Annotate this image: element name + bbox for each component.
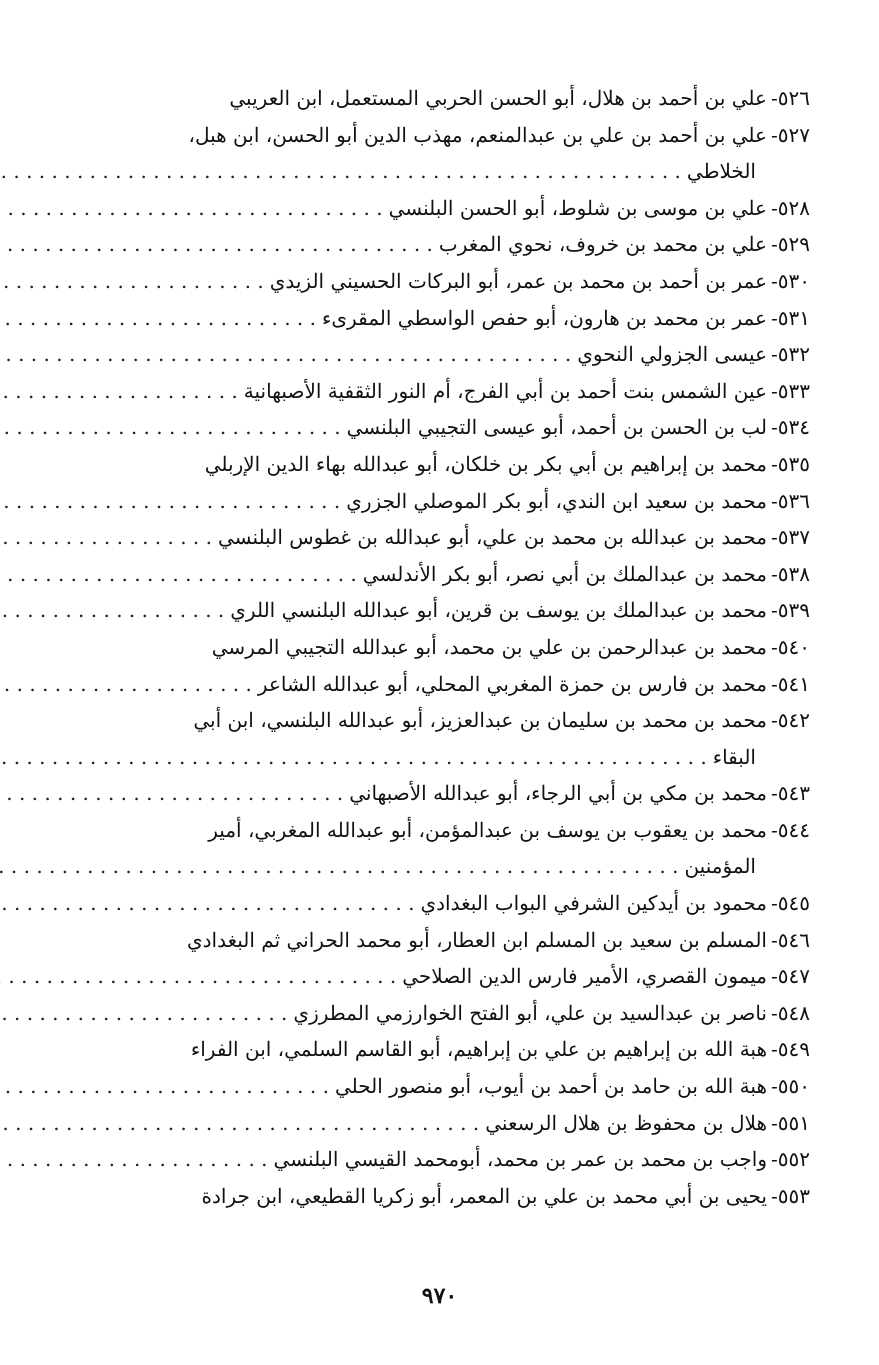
entry-number: ٥٥٠-	[771, 1074, 810, 1099]
entry-title-continuation: المؤمنين	[684, 854, 756, 879]
index-entry	[40, 592, 810, 629]
index-entry-line	[40, 812, 810, 849]
entry-number: ٥٢٨-	[771, 195, 810, 220]
index-entry	[40, 922, 810, 959]
index-entry-line	[40, 702, 810, 739]
entry-number: ٥٣٧-	[771, 525, 810, 550]
index-entry	[40, 336, 810, 373]
entry-number: ٥٣٣-	[771, 378, 810, 403]
dot-leader	[0, 848, 678, 885]
index-entry	[40, 80, 810, 117]
index-entry	[40, 666, 810, 703]
entry-title-continuation: البقاء	[712, 744, 756, 769]
index-entry	[40, 190, 810, 227]
entry-title: محمد بن عبدالملك بن يوسف بن قرين، أبو عبدالله البلنسي اللري	[230, 598, 767, 623]
dot-leader	[0, 336, 571, 373]
entry-number: ٥٣١-	[771, 305, 810, 330]
index-entry-line	[40, 300, 810, 337]
index-entry-line	[40, 80, 810, 117]
index-entry	[40, 1178, 810, 1215]
index-entry-line	[40, 1068, 810, 1105]
index-entry-line	[40, 336, 810, 373]
index-entry	[40, 263, 810, 300]
index-entry-continuation	[40, 153, 810, 190]
index-entry-line	[40, 775, 810, 812]
index-entry	[40, 446, 810, 483]
index-entry-line	[40, 629, 810, 666]
index-entry	[40, 483, 810, 520]
entry-title: عيسى الجزولي النحوي	[577, 342, 767, 367]
index-entry-line	[40, 409, 810, 446]
entry-title: محمد بن عبدالملك بن أبي نصر، أبو بكر الأندلسي	[362, 561, 767, 586]
index-entry	[40, 300, 810, 337]
index-entry-continuation	[40, 848, 810, 885]
dot-leader	[0, 739, 707, 776]
index-entry	[40, 226, 810, 263]
entry-title: محمد بن يعقوب بن يوسف بن عبدالمؤمن، أبو عبدالله المغربي، أمير	[208, 817, 767, 842]
dot-leader	[0, 995, 287, 1032]
index-entry-line	[40, 1178, 810, 1215]
entry-number: ٥٤٦-	[771, 927, 810, 952]
entry-number: ٥٤٤-	[771, 817, 810, 842]
index-entry-continuation	[40, 739, 810, 776]
dot-leader	[0, 263, 264, 300]
entry-title: هبة الله بن حامد بن أحمد بن أيوب، أبو منصور الحلي	[334, 1074, 767, 1099]
entry-title: محمد بن مكي بن أبي الرجاء، أبو عبدالله الأصبهاني	[349, 781, 767, 806]
entry-number: ٥٤٠-	[771, 634, 810, 659]
entry-title: علي بن محمد بن خروف، نحوي المغرب	[438, 232, 767, 257]
entry-title: محمد بن محمد بن سليمان بن عبدالعزيز، أبو عبدالله البلنسي، ابن أبي	[193, 708, 767, 733]
entry-number: ٥٢٧-	[771, 122, 810, 147]
entry-title: محمد بن فارس بن حمزة المغربي المحلي، أبو عبدالله الشاعر	[257, 671, 767, 696]
index-entry-line	[40, 592, 810, 629]
index-entry	[40, 1105, 810, 1142]
index-entry	[40, 958, 810, 995]
entry-title: ناصر بن عبدالسيد بن علي، أبو الفتح الخوارزمي المطرزي	[293, 1000, 767, 1025]
dot-leader	[0, 153, 681, 190]
entry-number: ٥٢٦-	[771, 86, 810, 110]
entry-number: ٥٣٦-	[771, 488, 810, 513]
index-entry-line	[40, 1141, 810, 1178]
entry-number: ٥٤٢-	[771, 708, 810, 733]
entry-number: ٥٣٩-	[771, 598, 810, 623]
dot-leader	[0, 300, 316, 337]
index-entry	[40, 519, 810, 556]
dot-leader	[0, 1105, 479, 1142]
entry-title: ميمون القصري، الأمير فارس الدين الصلاحي	[402, 964, 767, 989]
index-entries-list	[40, 80, 810, 1214]
index-entry-line	[40, 958, 810, 995]
index-entry	[40, 812, 810, 885]
index-entry	[40, 995, 810, 1032]
entry-title: عين الشمس بنت أحمد بن أبي الفرج، أم النور الثقفية الأصبهانية	[243, 378, 767, 403]
index-entry	[40, 1141, 810, 1178]
entry-number: ٥٤٧-	[771, 964, 810, 989]
index-entry	[40, 117, 810, 190]
index-entry-line	[40, 446, 810, 483]
dot-leader	[0, 483, 340, 520]
entry-number: ٥٤١-	[771, 671, 810, 696]
index-entry-line	[40, 519, 810, 556]
index-entry	[40, 1068, 810, 1105]
entry-title: محمود بن أيدكين الشرفي البواب البغدادي	[420, 891, 767, 916]
entry-title: محمد بن سعيد ابن الندي، أبو بكر الموصلي الجزري	[346, 488, 767, 513]
entry-number: ٥٢٩-	[771, 232, 810, 257]
entry-number: ٥٣٨-	[771, 561, 810, 586]
index-entry	[40, 1031, 810, 1068]
index-entry-line	[40, 483, 810, 520]
index-entry-line	[40, 885, 810, 922]
entry-number: ٥٣٤-	[771, 415, 810, 440]
entry-title: محمد بن إبراهيم بن أبي بكر بن خلكان، أبو عبدالله بهاء الدين الإربلي	[204, 451, 767, 476]
index-entry-line	[40, 117, 810, 154]
index-entry	[40, 885, 810, 922]
index-entry	[40, 556, 810, 593]
index-entry-line	[40, 190, 810, 227]
dot-leader	[0, 373, 238, 410]
index-entry-line	[40, 263, 810, 300]
index-entry-line	[40, 995, 810, 1032]
entry-title: عمر بن محمد بن هارون، أبو حفص الواسطي المقرىء	[322, 305, 767, 330]
dot-leader	[0, 958, 396, 995]
entry-number: ٥٣٢-	[771, 342, 810, 367]
entry-title: علي بن أحمد بن هلال، أبو الحسن الحربي المستعمل، ابن العريبي	[229, 86, 767, 110]
entry-number: ٥٣٥-	[771, 451, 810, 476]
entry-title: هلال بن محفوظ بن هلال الرسعني	[485, 1110, 767, 1135]
dot-leader	[0, 666, 252, 703]
dot-leader	[0, 1068, 329, 1105]
index-entry	[40, 775, 810, 812]
dot-leader	[0, 1141, 268, 1178]
dot-leader	[0, 409, 341, 446]
index-entry-line	[40, 226, 810, 263]
entry-title: علي بن أحمد بن علي بن عبدالمنعم، مهذب الدين أبو الحسن، ابن هبل،	[188, 122, 767, 147]
index-entry-line	[40, 666, 810, 703]
entry-title: هبة الله بن إبراهيم بن علي بن إبراهيم، أبو القاسم السلمي، ابن الفراء	[190, 1037, 767, 1062]
page-number: ٩٧٠	[421, 1283, 458, 1309]
entry-title: واجب بن محمد بن عمر بن محمد، أبومحمد القيسي البلنسي	[273, 1147, 767, 1172]
dot-leader	[0, 519, 212, 556]
entry-title-continuation: الخلاطي	[686, 159, 756, 184]
entry-number: ٥٤٩-	[771, 1037, 810, 1062]
entry-number: ٥٥١-	[771, 1110, 810, 1135]
dot-leader	[0, 775, 343, 812]
index-entry-line	[40, 556, 810, 593]
entry-number: ٥٣٠-	[771, 268, 810, 293]
index-entry	[40, 409, 810, 446]
dot-leader	[0, 885, 414, 922]
index-entry	[40, 629, 810, 666]
entry-title: محمد بن عبدالرحمن بن علي بن محمد، أبو عبدالله التجيبي المرسي	[211, 634, 767, 659]
index-entry	[40, 373, 810, 410]
entry-number: ٥٤٨-	[771, 1000, 810, 1025]
index-entry-line	[40, 922, 810, 959]
dot-leader	[0, 226, 433, 263]
entry-title: عمر بن أحمد بن محمد بن عمر، أبو البركات الحسيني الزيدي	[269, 268, 767, 293]
index-entry-line	[40, 373, 810, 410]
entry-title: يحيى بن أبي محمد بن علي بن المعمر، أبو زكريا القطيعي، ابن جرادة	[201, 1183, 767, 1208]
entry-number: ٥٤٥-	[771, 891, 810, 916]
entry-title: المسلم بن سعيد بن المسلم ابن العطار، أبو محمد الحراني ثم البغدادي	[186, 927, 767, 952]
dot-leader	[0, 592, 224, 629]
dot-leader	[0, 556, 357, 593]
entry-title: محمد بن عبدالله بن محمد بن علي، أبو عبدالله بن غطوس البلنسي	[218, 525, 767, 550]
index-entry-line	[40, 1031, 810, 1068]
entry-number: ٥٥٣-	[771, 1183, 810, 1208]
index-entry	[40, 702, 810, 775]
index-entry-line	[40, 1105, 810, 1142]
entry-number: ٥٥٢-	[771, 1147, 810, 1172]
entry-number: ٥٤٣-	[771, 781, 810, 806]
entry-title: علي بن موسى بن شلوط، أبو الحسن البلنسي	[388, 195, 767, 220]
entry-title: لب بن الحسن بن أحمد، أبو عيسى التجيبي البلنسي	[346, 415, 767, 440]
dot-leader	[0, 190, 383, 227]
